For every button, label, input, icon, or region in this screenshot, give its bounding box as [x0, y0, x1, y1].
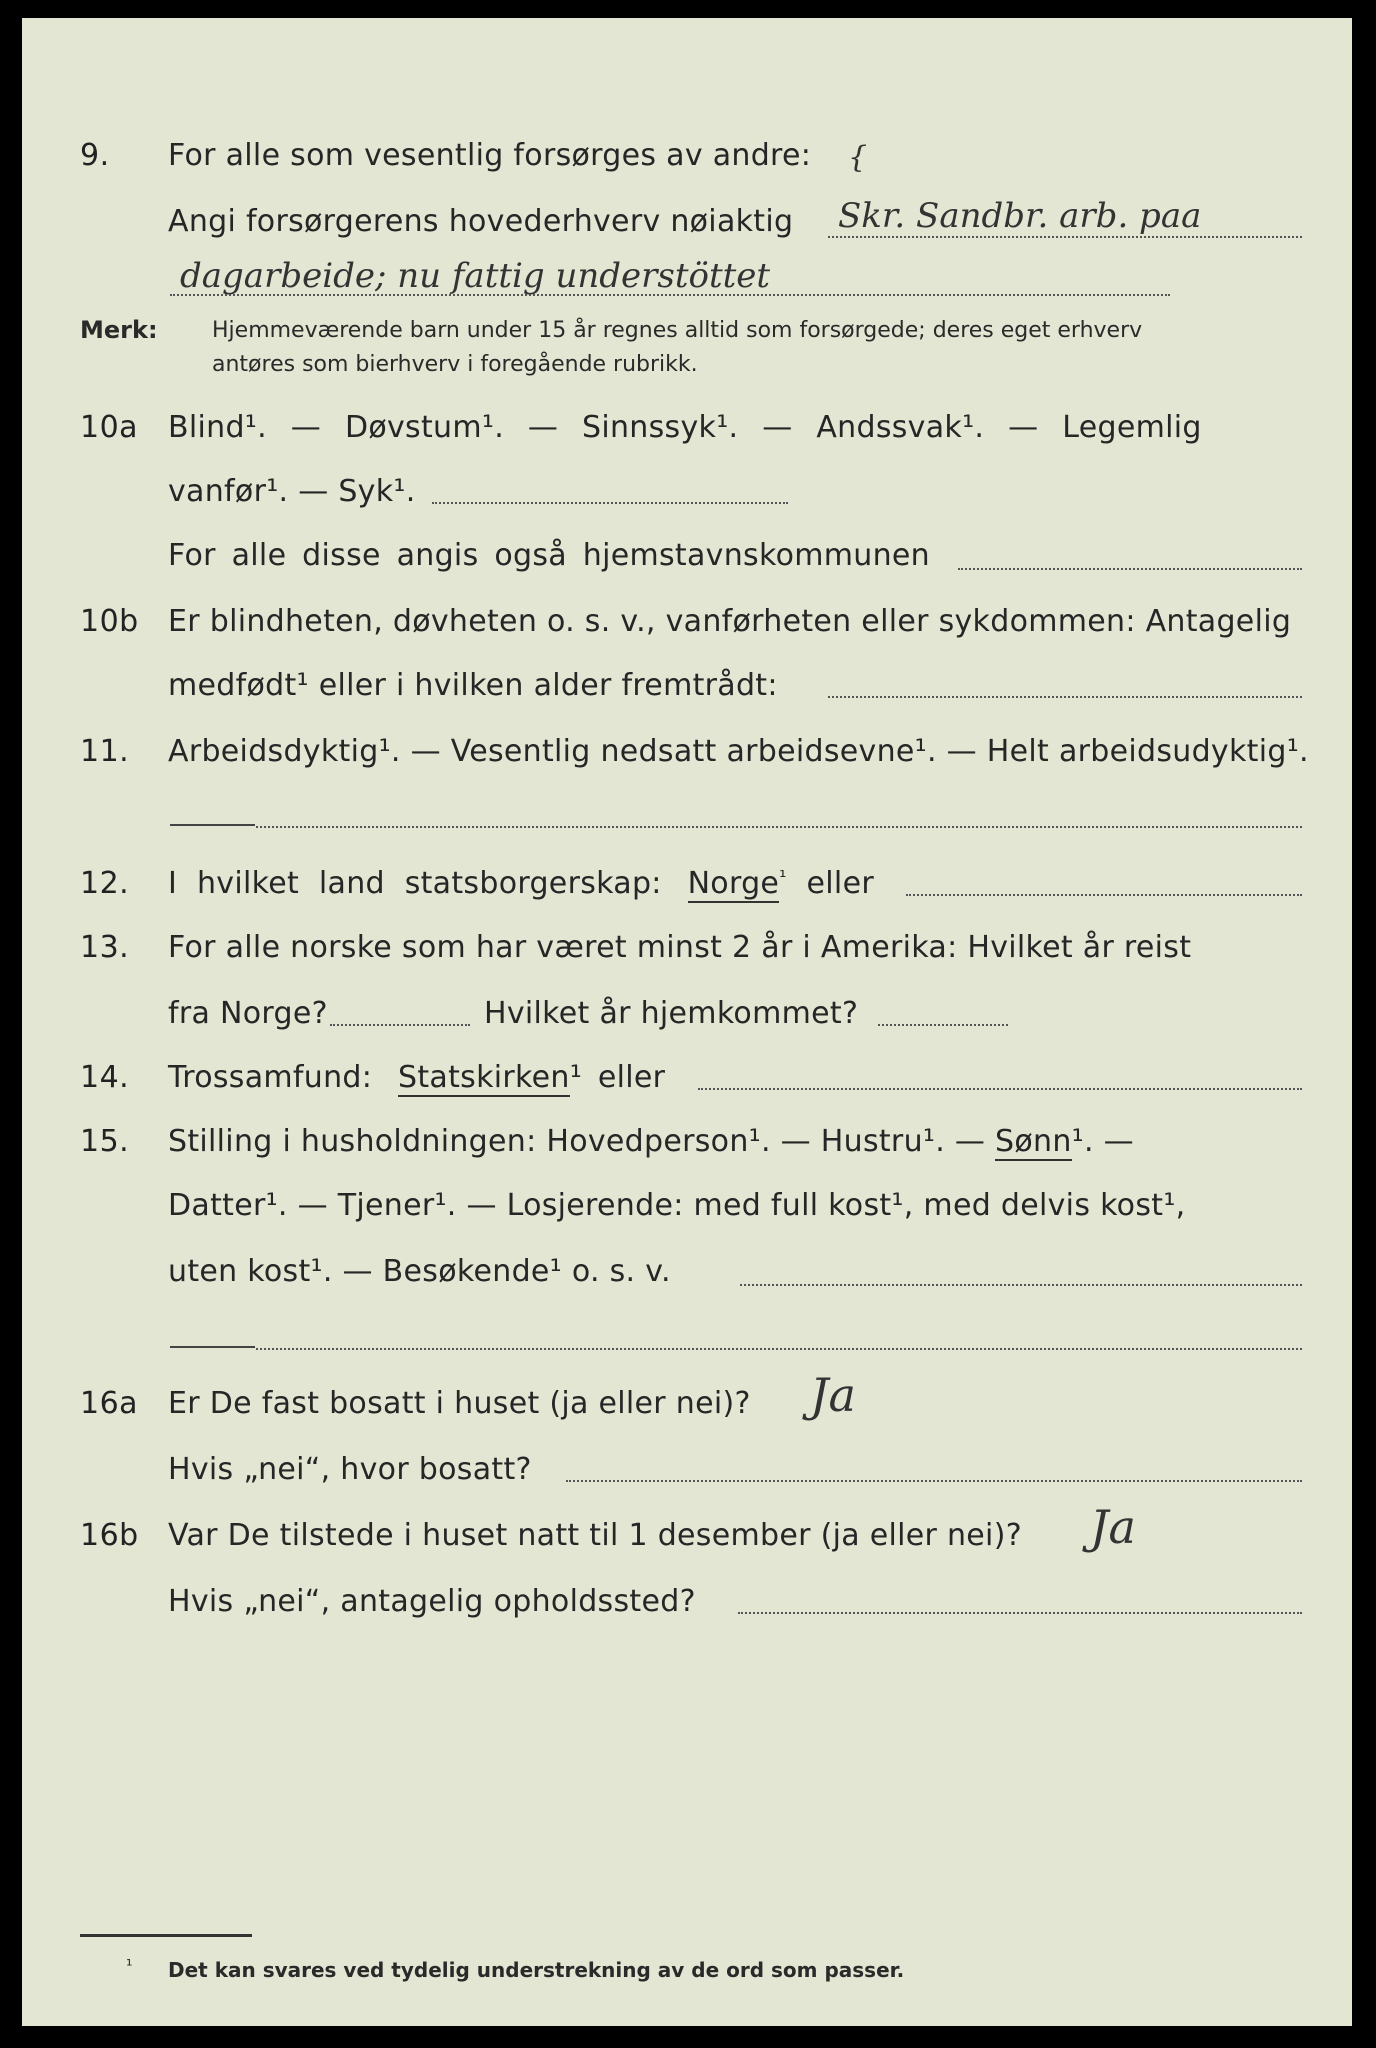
- q9-dotted-line-2: [170, 294, 1170, 296]
- merk-line2: antøres som bierhverv i foregående rubrikk.: [212, 352, 698, 377]
- footnote-rule: [80, 1934, 252, 1937]
- q10b-number: 10b: [80, 604, 139, 639]
- q11-line1: Arbeidsdyktig¹. — Vesentlig nedsatt arbeidsevne¹. — Helt arbeidsudyktig¹.: [168, 734, 1309, 769]
- q12-dotted-line: [906, 894, 1302, 896]
- q10a-line1: Blind¹. — Døvstum¹. — Sinnssyk¹. — Andssvak¹. — Legemlig: [168, 410, 1202, 445]
- q13-line2a: fra Norge?: [168, 996, 328, 1031]
- q12-eller: eller: [786, 866, 874, 901]
- q12-number: 12.: [80, 866, 130, 901]
- q14-answer-statskirken: Statskirken: [398, 1060, 570, 1095]
- q10a-dotted-line-1: [432, 502, 788, 504]
- q14-line: [168, 1060, 665, 1095]
- q14-eller: ¹ eller: [569, 1060, 666, 1095]
- q13-dotted-line-2: [878, 1024, 1008, 1026]
- footnote-mark: ¹: [126, 1956, 133, 1975]
- q9-handwritten-answer-1: Skr. Sandbr. arb. paa: [838, 196, 1202, 236]
- q15-line1-text: Stilling i husholdningen: Hovedperson¹. — Hustru¹. —: [168, 1124, 986, 1159]
- q13-dotted-line-1: [330, 1024, 470, 1026]
- q16a-handwritten-answer: Ja: [810, 1368, 856, 1422]
- q15-dotted-line-2: [256, 1348, 1302, 1350]
- q15-line1: [168, 1124, 1134, 1159]
- q11-dotted-line: [256, 826, 1302, 828]
- q9-line2: Angi forsørgerens hovederhverv nøiaktig: [168, 204, 794, 239]
- footnote-text: Det kan svares ved tydelig understrekning av de ord som passer.: [168, 1958, 905, 1982]
- q16a-line2: Hvis „nei“, hvor bosatt?: [168, 1452, 532, 1487]
- q15-dotted-line-1: [740, 1284, 1302, 1286]
- q16a-number: 16a: [80, 1386, 139, 1421]
- q13-line2b: Hvilket år hjemkommet?: [484, 996, 859, 1031]
- q13-number: 13.: [80, 930, 130, 965]
- q9-handwritten-answer-2: dagarbeide; nu fattig understöttet: [180, 256, 771, 296]
- q16b-number: 16b: [80, 1518, 139, 1553]
- q15-answer-sonn: Sønn: [995, 1124, 1072, 1159]
- q9-number: 9.: [80, 138, 110, 173]
- merk-label: Merk:: [80, 316, 158, 344]
- q16a-dotted-line: [566, 1480, 1302, 1482]
- q16b-line1: Var De tilstede i huset natt til 1 desember (ja eller nei)?: [168, 1518, 1022, 1553]
- q10a-line2: vanfør¹. — Syk¹.: [168, 474, 416, 509]
- q14-dotted-line: [698, 1088, 1302, 1090]
- merk-line1: Hjemmeværende barn under 15 år regnes alltid som forsørgede; deres eget erhverv: [212, 318, 1143, 343]
- q12-answer-norge: Norge: [687, 866, 780, 901]
- q14-question: Trossamfund:: [168, 1060, 373, 1095]
- q16b-handwritten-answer: Ja: [1090, 1500, 1136, 1554]
- q15-line1-post: ¹. —: [1071, 1124, 1134, 1159]
- q12-question: I hvilket land statsborgerskap:: [168, 866, 662, 901]
- q9-line1: For alle som vesentlig forsørges av andre:: [168, 138, 812, 173]
- q15-solid-line: [170, 1346, 255, 1348]
- q13-line1: For alle norske som har været minst 2 år i Amerika: Hvilket år reist: [168, 930, 1192, 965]
- q10a-line3: For alle disse angis også hjemstavnskommunen: [168, 538, 930, 573]
- q9-dotted-line-1: [828, 236, 1302, 238]
- q11-number: 11.: [80, 734, 130, 769]
- q10a-number: 10a: [80, 410, 139, 445]
- q16a-line1: Er De fast bosatt i huset (ja eller nei)?: [168, 1386, 751, 1421]
- q15-line3: uten kost¹. — Besøkende¹ o. s. v.: [168, 1254, 671, 1289]
- q10b-line2: medfødt¹ eller i hvilken alder fremtrådt:: [168, 668, 778, 703]
- q14-number: 14.: [80, 1060, 130, 1095]
- q15-line2: Datter¹. — Tjener¹. — Losjerende: med full kost¹, med delvis kost¹,: [168, 1188, 1186, 1223]
- q12-line: [168, 866, 874, 901]
- q10b-dotted-line: [828, 696, 1302, 698]
- q16b-dotted-line: [738, 1612, 1302, 1614]
- q15-number: 15.: [80, 1124, 130, 1159]
- q16b-line2: Hvis „nei“, antagelig opholdssted?: [168, 1584, 696, 1619]
- q12-footnote-mark: ¹: [779, 867, 787, 888]
- q10b-line1: Er blindheten, døvheten o. s. v., vanførheten eller sykdommen: Antagelig: [168, 604, 1292, 639]
- q9-handwritten-mark: {: [848, 140, 868, 175]
- q10a-dotted-line-2: [958, 568, 1302, 570]
- q11-solid-line: [170, 824, 255, 826]
